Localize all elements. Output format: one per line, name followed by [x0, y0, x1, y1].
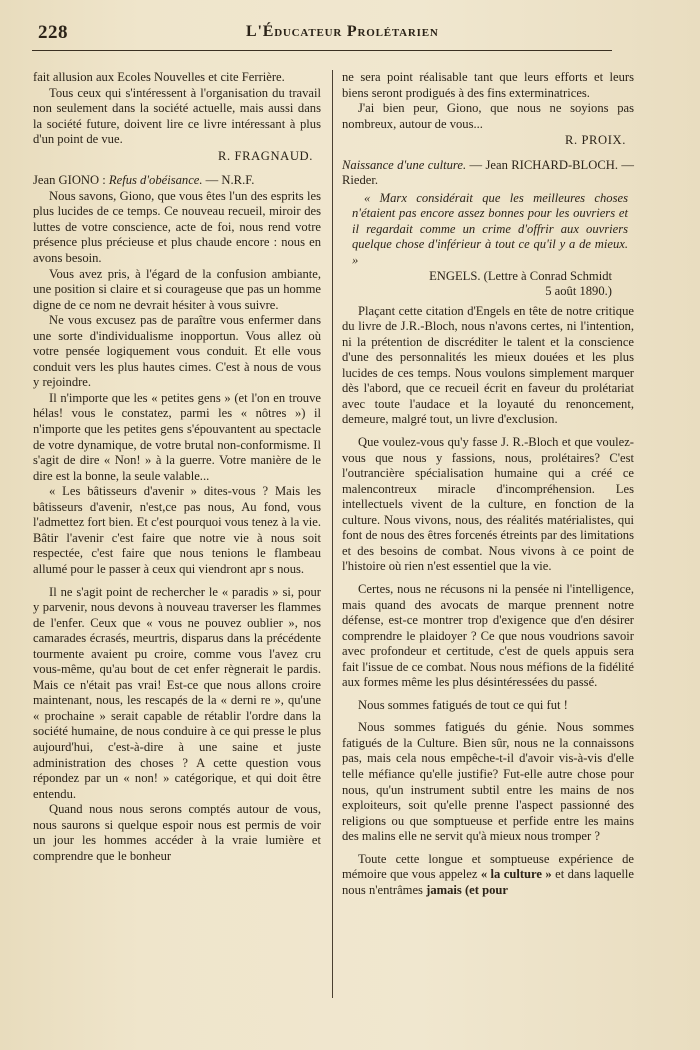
paragraph: J'ai bien peur, Giono, que nous ne soyions pas nombreux, autour de vous... [342, 101, 634, 131]
paragraph: Que voulez-vous qu'y fasse J. R.-Bloch et que voulez-vous que nous y fassions, nous, prolétaires? C'est l'outrancière spécialisation humaine qui a créé ce malencontreux miracle d'incompréhension. Les intellectuels vivent de la culture, en fonction de la culture. Nous vivons, nous, des réalités matérialistes, qui font de nous des êtres forcenés étreints par des limitations et des besoins de combat. Nous vivons à ce point de l'histoire où rien n'est essentiel que la vie. [342, 435, 634, 574]
quote-source [342, 269, 612, 300]
review-heading [342, 158, 634, 189]
paragraph: Nous savons, Giono, que vous êtes l'un des esprits les plus lucides de ce temps. Ce nouveau recueil, miroir des luttes de votre conscience, acte de foi, nous rend votre présence plus précieuse et plus chaude encore : nous en avons besoin. [33, 188, 321, 266]
paragraph: Quand nous nous serons comptés autour de vous, nous saurons si quelque espoir nous est permis de voir un jour les hommes accéder à la vraie lumière et comprendre que le bonheur [33, 802, 321, 863]
paragraph [342, 852, 634, 899]
column-divider [332, 70, 333, 998]
quote-source-line: ENGELS. (Lettre à Conrad Schmidt [429, 268, 612, 283]
review-signature: R. FRAGNAUD. [217, 148, 313, 163]
left-column [33, 70, 321, 864]
paragraph: Ne vous excusez pas de paraître vous enfermer dans une sorte d'individualisme inopportun. Vous allez où votre pensée logiquement vous conduit. Et elle vous conduit vers les plus hautes cimes. C'est à nous de vous y rejoindre. [33, 313, 321, 390]
paragraph: Certes, nous ne récusons ni la pensée ni l'intelligence, mais quand des avocats de marque prennent notre défense, est-ce montrer trop d'exigence que d'en désirer comprendre le plaidoyer ? Ce que nous voudrions savoir avec profondeur et certitude, c'est de quels appuis sera fait l'issue de ce combat. Nous nous méfions de la fidélité aux formes même les plus désintéressées du passé. [342, 581, 634, 690]
emphasis-run: jamais (et pour [426, 882, 508, 897]
paragraph: ne sera point réalisable tant que leurs efforts et leurs biens seront prodigués à des fins exterminatrices. [342, 70, 634, 100]
paragraph: Tous ceux qui s'intéressent à l'organisation du travail non seulement dans la société actuelle, mais aussi dans la société future, doivent lire ce livre intéressant à plus d'un point de vue. [33, 85, 321, 147]
paragraph: fait allusion aux Ecoles Nouvelles et cite Ferrière. [33, 70, 285, 84]
paragraph: « Les bâtisseurs d'avenir » dites-vous ? Mais les bâtisseurs d'avenir, n'est,ce pas nous, Au fond, vous l'admettez fort bien. Et c'est pourquoi vous tenez à la vie. Bâtir l'avenir c'est faire que notre vie à nous soit respectée, c'est faire que nous tenions le flambeau allumé pour le passer à ceux qui viendront apr s nous. [33, 484, 321, 576]
review-book-title: Naissance d'une culture. [342, 157, 467, 172]
emphasis-run: « la culture » [480, 867, 552, 882]
epigraph-quote: « Marx considérait que les meilleures choses n'étaient pas encore assez bonnes pour les ouvriers et il regardait comme un crime d'offrir aux ouvriers quelque chose d'inférieur à tout ce qu'il y a de mieux. » [352, 190, 628, 268]
review-publisher: — N.R.F. [202, 173, 255, 188]
right-column [342, 70, 634, 898]
text-run: et dans laquelle nous n'entrâmes [342, 867, 634, 897]
paragraph: Vous avez pris, à l'égard de la confusion ambiante, une position si claire et si courageuse que pas un homme digne de ce nom ne devrait hésiter à vous suivre. [33, 266, 321, 312]
paragraph: Il n'importe que les « petites gens » (et l'on en trouve hélas! vous le constatez, parmi les « nôtres ») il n'importe que les petites gens s'épouvantent au spectacle de votre dynamique, de votre brutal non-conformisme. Il s'agit de dire « Non! » à la guerre. Votre manière de le dire est la bonne, la seule valable... [33, 390, 321, 483]
paragraph: Il ne s'agit point de rechercher le « paradis » si, pour y parvenir, nous devons à nouveau traverser les flammes de l'enfer. Ceux que « vous ne pouvez oublier », nos camarades écrasés, meurtris, disparus dans la précédente tourmente avaient pu croire, comme vous l'avez cru vous-même, qu'au bout de cet enfer règnerait le pardis. Mais ce n'était pas vrai! Est-ce que nous allons croire maintenant, nous, les rescapés de la « derni re », qu'une « prochaine » serait capable de rétablir l'ordre dans la société humaine, de nous conduire à ce qui presse le plus aujourd'hui, c'est-à-dire à une saine et juste administration des choses ? A cette question vous répondez par un « non! » catégorique, et qui doit être entendu. [33, 584, 321, 801]
quote-source-date: 5 août 1890.) [545, 284, 612, 299]
paragraph: Nous sommes fatigués du génie. Nous sommes fatigués de la Culture. Bien sûr, nous ne la connaissons pas, mais cela nous empêche-t-il d'avoir vis-à-vis d'elle telle méfiance qu'elle justifie? Fut-elle autre chose pour nous, qu'un instrument subtil entre les mains de nos exploiteurs, soit qu'elle prenne l'aspect passionné des religions ou que somptueuse et perfide entre les mains des malins elle ne servit qu'à mieux nous tromper ? [342, 720, 634, 844]
review-heading [33, 173, 321, 189]
text-run: Toute cette longue et somptueuse expérience de mémoire que vous appelez [342, 851, 634, 882]
paragraph: Plaçant cette citation d'Engels en tête de notre critique du livre de J.R.-Bloch, nous n'avons certes, ni l'intention, ni la prétention de discréditer le talent et la conscience d'une des personnalités les mieux douées et les plus lucides de ces temps. Nous voulons simplement marquer dès l'abord, que ce recueil écrit en faveur du prolétariat avec toute l'audace et la loyauté du renoncement, demeure, malgré tout, un livre d'exclusion. [342, 303, 634, 427]
review-book-title: Refus d'obéisance. [108, 173, 203, 188]
paragraph: Nous sommes fatigués de tout ce qui fut ! [358, 697, 568, 712]
journal-title: L'Éducateur Prolétarien [246, 23, 439, 40]
running-header [32, 18, 612, 51]
page-number: 228 [38, 22, 68, 43]
review-signature: R. PROIX. [564, 133, 626, 148]
review-author: Jean GIONO : [33, 173, 106, 188]
review-author: — Jean RICHARD-BLOCH. — Rieder. [342, 157, 634, 188]
